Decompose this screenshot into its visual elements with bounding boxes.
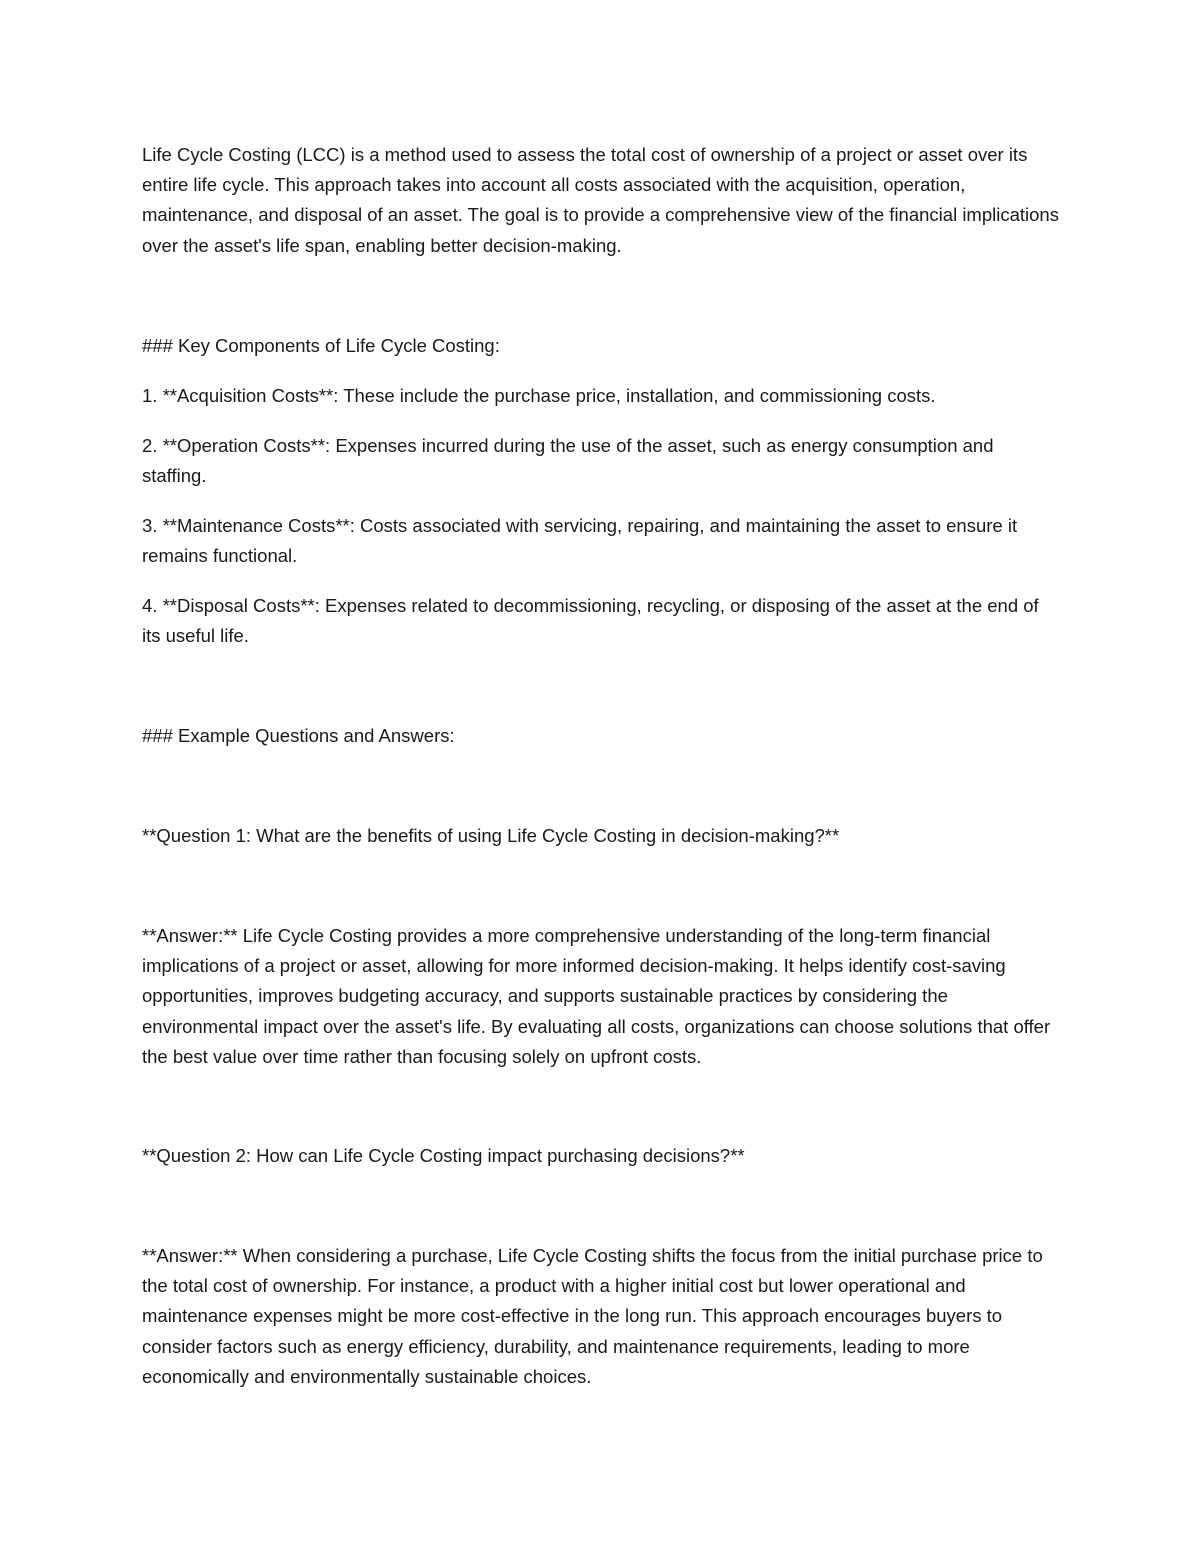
question-2: **Question 2: How can Life Cycle Costing impact purchasing decisions?** [142, 1145, 745, 1166]
question-1: **Question 1: What are the benefits of using Life Cycle Costing in decision-making?** [142, 825, 840, 846]
examples-heading: ### Example Questions and Answers: [142, 725, 455, 746]
components-heading: ### Key Components of Life Cycle Costing: [142, 335, 500, 356]
component-item-operation: 2. **Operation Costs**: Expenses incurred during the use of the asset, such as energy consumption and staffing. [142, 435, 994, 487]
answer-1: **Answer:** Life Cycle Costing provides a more comprehensive understanding of the long-term financial implications of a project or asset, allowing for more informed decision-making. It helps identify cost-saving opportunities, improves budgeting accuracy, and supports sustainable practices by considering the environmental impact over the asset's life. By evaluating all costs, organizations can choose solutions that offer the best value over time rather than focusing solely on upfront costs. [142, 925, 1051, 1067]
intro-paragraph: Life Cycle Costing (LCC) is a method used to assess the total cost of ownership of a project or asset over its entire life cycle. This approach takes into account all costs associated with the acquisition, operation, maintenance, and disposal of an asset. The goal is to provide a comprehensive view of the financial implications over the asset's life span, enabling better decision-making. [142, 144, 1059, 256]
component-item-disposal: 4. **Disposal Costs**: Expenses related to decommissioning, recycling, or disposing of the asset at the end of its useful life. [142, 595, 1039, 647]
component-item-acquisition: 1. **Acquisition Costs**: These include the purchase price, installation, and commissioning costs. [142, 385, 936, 406]
answer-2: **Answer:** When considering a purchase, Life Cycle Costing shifts the focus from the initial purchase price to the total cost of ownership. For instance, a product with a higher initial cost but lower operational and maintenance expenses might be more cost-effective in the long run. This approach encourages buyers to consider factors such as energy efficiency, durability, and maintenance requirements, leading to more economically and environmentally sustainable choices. [142, 1245, 1043, 1387]
component-item-maintenance: 3. **Maintenance Costs**: Costs associated with servicing, repairing, and maintaining the asset to ensure it remains functional. [142, 515, 1018, 567]
